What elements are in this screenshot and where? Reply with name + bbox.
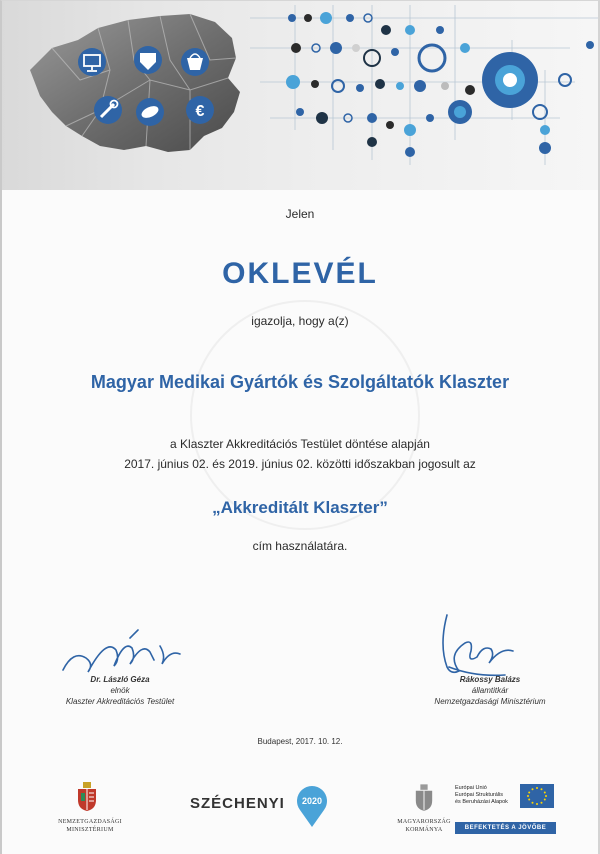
shopping-basket-icon: [181, 48, 209, 76]
basis-text: a Klaszter Akkreditációs Testület döntése alapján: [170, 437, 430, 451]
footer-strip: [0, 770, 600, 854]
heart-shield-icon: [134, 46, 162, 74]
header-artwork: [0, 0, 600, 190]
location-pin-icon: [296, 784, 328, 828]
government-logo-text: MAGYARORSZÁG KORMÁNYA: [397, 819, 451, 833]
signatory-right-org: Nemzetgazdasági Minisztérium: [434, 697, 546, 706]
szechenyi-year: 2020: [301, 796, 323, 806]
euro-icon: [186, 96, 214, 124]
signatory-left-role: elnök: [110, 686, 130, 695]
period-text: 2017. június 02. és 2019. június 02. közötti időszakban jogosult az: [124, 457, 476, 471]
eu-funds-text: Európai Unió Európai Strukturális és Beruházási Alapok: [455, 785, 508, 805]
eu-slogan-bar: BEFEKTETÉS A JÖVŐBE: [455, 822, 556, 834]
signature-right: [425, 605, 535, 685]
certificate-title: OKLEVÉL: [222, 257, 378, 290]
signature-left: [58, 620, 188, 680]
award-title: „Akkreditált Klaszter”: [212, 498, 388, 517]
intro-text: Jelen: [285, 207, 315, 221]
szechenyi-logo: SZÉCHENYI: [190, 795, 285, 812]
organization-name: Magyar Medikai Gyártók és Szolgáltatók Klaszter: [90, 372, 510, 392]
svg-text:€: €: [195, 103, 205, 120]
signatory-right: [390, 674, 590, 707]
wrench-icon: [94, 96, 122, 124]
signatory-left-name: Dr. László Géza: [90, 675, 150, 684]
signatory-left: [20, 674, 220, 707]
coat-of-arms-icon: [76, 782, 98, 812]
signatory-right-name: Rákossy Balázs: [459, 675, 521, 684]
computer-icon: [78, 48, 106, 76]
certifies-text: igazolja, hogy a(z): [251, 314, 349, 328]
place-date: Budapest, 2017. 10. 12.: [257, 737, 343, 746]
ministry-logo-text: NEMZETGAZDASÁGI MINISZTÉRIUM: [58, 819, 122, 833]
eu-flag-icon: [520, 784, 554, 808]
coat-of-arms-icon: [414, 784, 434, 812]
bread-icon: [136, 98, 164, 126]
signatory-right-role: államtitkár: [471, 686, 509, 695]
signatory-left-org: Klaszter Akkreditációs Testület: [65, 697, 175, 706]
usage-text: cím használatára.: [252, 539, 348, 553]
watermark-seal: [190, 300, 420, 530]
